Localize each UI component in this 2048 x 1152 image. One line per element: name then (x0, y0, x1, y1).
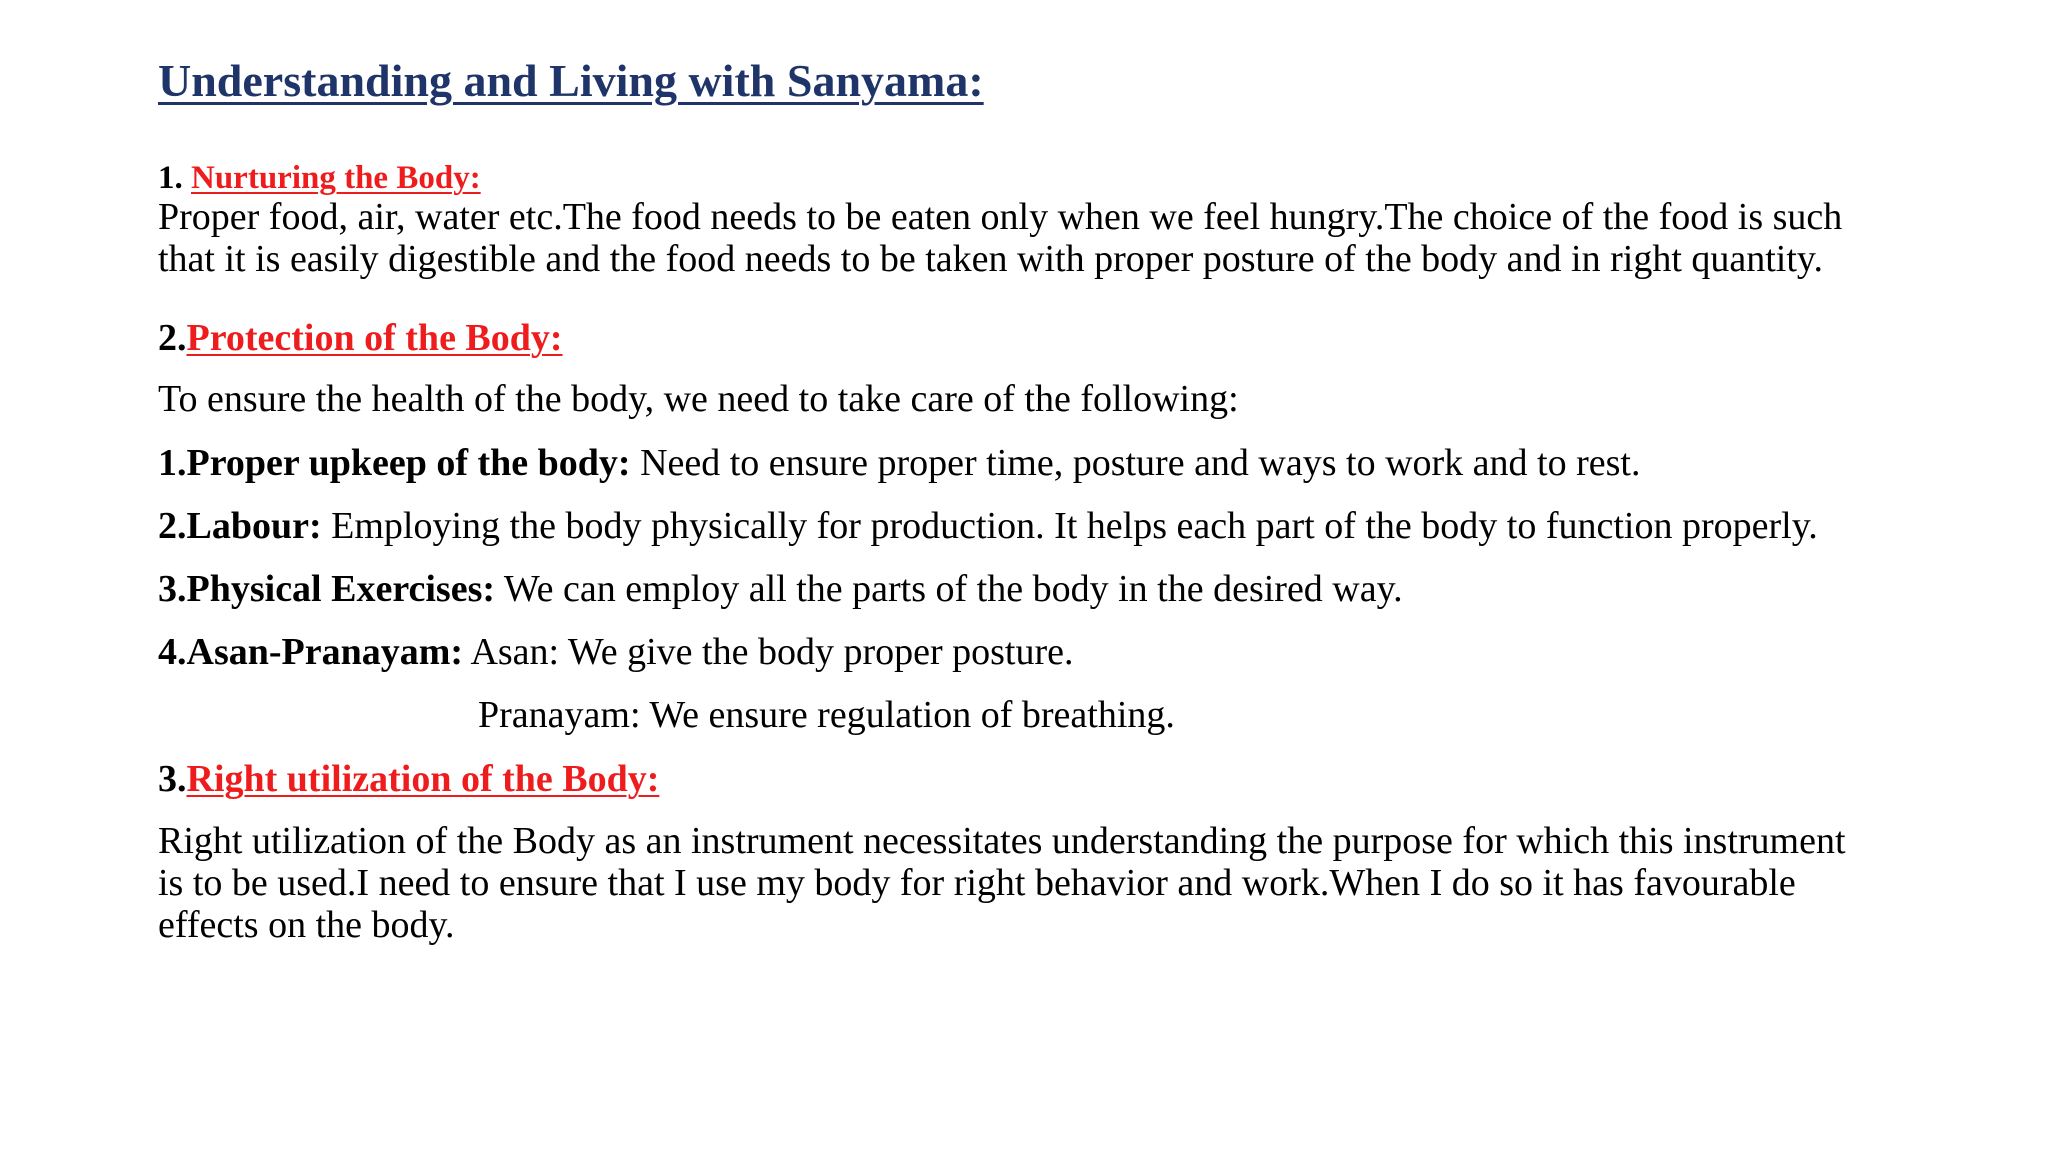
section-2-heading (158, 316, 563, 360)
section-3-line-3: effects on the body. (158, 904, 455, 946)
section-3-line-2: is to be used.I need to ensure that I use my body for right behavior and work.When I do so it has favourable (158, 862, 1796, 904)
section-1-number: 1. (158, 160, 191, 196)
section-1-heading (158, 160, 481, 197)
section-1-line-1: Proper food, air, water etc.The food needs to be eaten only when we feel hungry.The choice of the food is such (158, 196, 1843, 238)
list-item (158, 568, 1403, 610)
list-item (158, 631, 1074, 673)
section-3-number: 3. (158, 758, 187, 800)
section-1-line-2: that it is easily digestible and the food needs to be taken with proper posture of the body and in right quantity. (158, 238, 1823, 280)
list-item (158, 442, 1640, 484)
section-2-intro: To ensure the health of the body, we need to take care of the following: (158, 378, 1239, 420)
section-1-title: Nurturing the Body: (191, 160, 481, 196)
list-item-label: 4.Asan-Pranayam: (158, 631, 464, 673)
list-item-label: 1.Proper upkeep of the body: (158, 442, 631, 484)
page-title: Understanding and Living with Sanyama: (158, 55, 984, 106)
section-3-heading (158, 757, 659, 801)
section-3-title: Right utilization of the Body: (186, 758, 660, 800)
section-2-number: 2. (158, 317, 187, 359)
list-item-text: Asan: We give the body proper posture. (463, 631, 1074, 673)
list-item (158, 505, 1818, 547)
list-item-text: Need to ensure proper time, posture and ways to work and to rest. (630, 442, 1641, 484)
list-item-text: Employing the body physically for production. It helps each part of the body to function properly. (321, 505, 1818, 547)
section-2-title: Protection of the Body: (186, 317, 563, 359)
list-item-text: We can employ all the parts of the body in the desired way. (495, 568, 1403, 610)
list-item-label: 3.Physical Exercises: (158, 568, 496, 610)
list-item-continuation: Pranayam: We ensure regulation of breathing. (478, 694, 1175, 736)
section-3-line-1: Right utilization of the Body as an instrument necessitates understanding the purpose for which this instrument (158, 820, 1846, 862)
list-item-label: 2.Labour: (158, 505, 322, 547)
